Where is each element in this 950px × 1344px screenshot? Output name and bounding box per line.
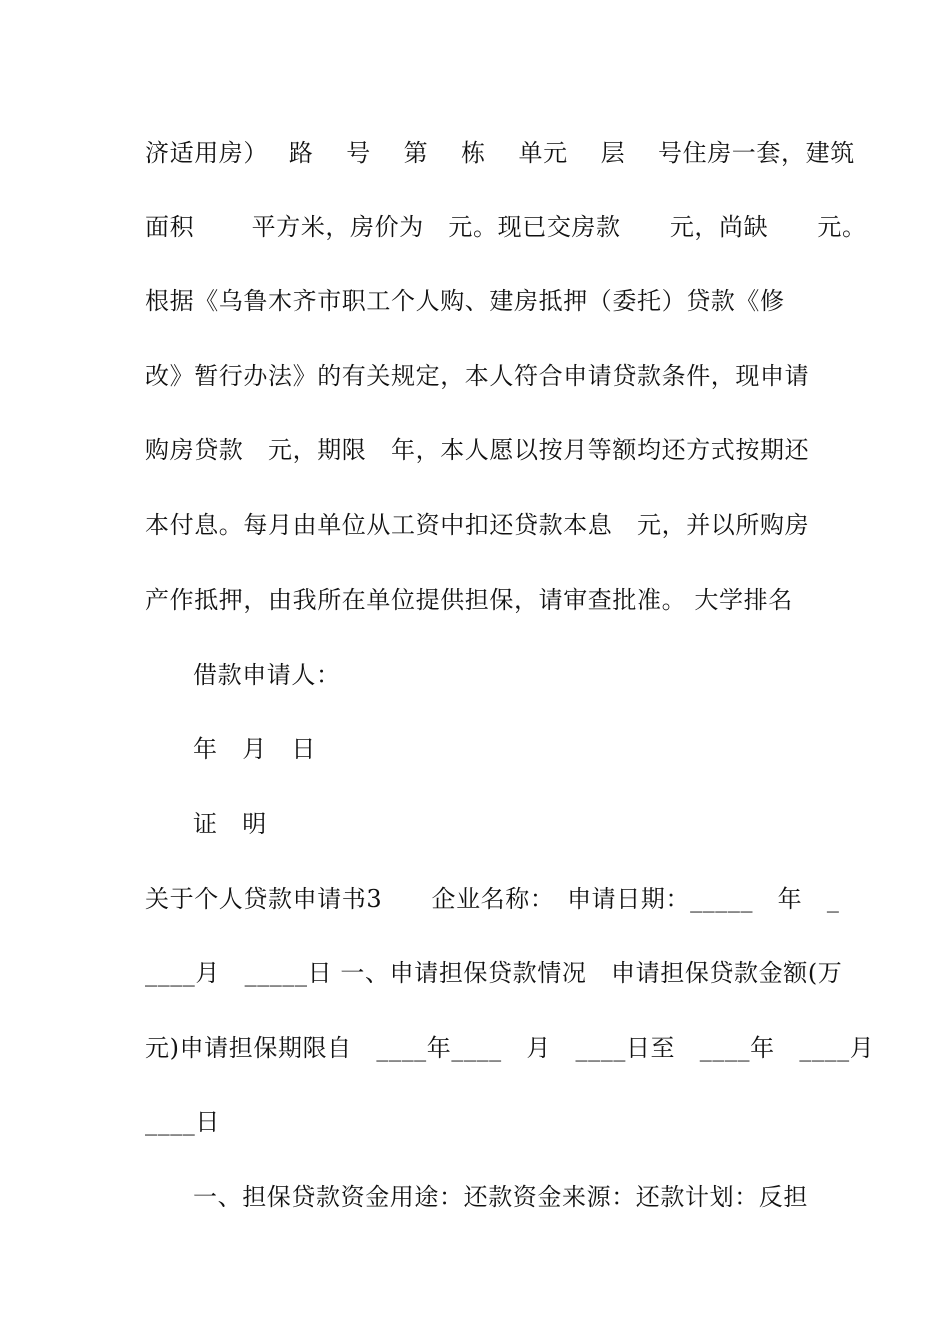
certification-heading: 证 明: [193, 810, 267, 838]
applicant-signature-label: 借款申请人：: [193, 661, 341, 689]
paragraph-line-6: 本付息。每月由单位从工资中扣还贷款本息 元，并以所购房: [145, 511, 810, 539]
paragraph-line-1: 济适用房） 路 号 第 栋 单元 层 号住房一套，建筑: [145, 139, 855, 167]
loan-use-line: 一、担保贷款资金用途：还款资金来源：还款计划：反担: [193, 1183, 808, 1211]
paragraph-line-2: 面积 平方米，房价为 元。现已交房款 元，尚缺 元。: [145, 213, 867, 241]
form-line-3: 元)申请担保期限自 ____年____ 月 ____日至 ____年 ____月: [145, 1034, 875, 1062]
form-line-4: ____日: [145, 1108, 220, 1136]
paragraph-line-4: 改》暂行办法》的有关规定，本人符合申请贷款条件，现申请: [145, 362, 810, 390]
paragraph-line-7: 产作抵押，由我所在单位提供担保，请审查批准。 大学排名: [145, 586, 793, 614]
form-line-1: 关于个人贷款申请书3 企业名称： 申请日期：_____ 年 _: [145, 885, 840, 913]
date-label: 年 月 日: [193, 735, 316, 763]
paragraph-line-5: 购房贷款 元，期限 年，本人愿以按月等额均还方式按期还: [145, 436, 810, 464]
form-line-2: ____月 _____日 一、申请担保贷款情况 申请担保贷款金额(万: [145, 959, 843, 987]
paragraph-line-3: 根据《乌鲁木齐市职工个人购、建房抵押（委托）贷款《修: [145, 287, 785, 315]
